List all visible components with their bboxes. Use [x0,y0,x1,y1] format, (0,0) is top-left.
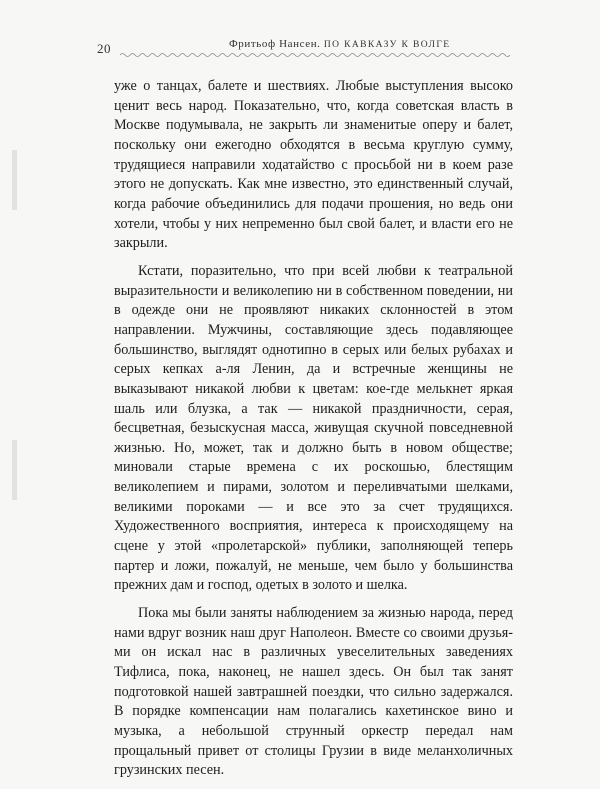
page-number: 20 [97,41,111,56]
running-head [229,38,450,50]
body-text [114,77,513,789]
running-head-author: Фритьоф Нансен. [229,38,321,50]
paragraph-2: Кстати, поразительно, что при всей любви к театральной выразительности и великолепию ни в собственном поведении, ни в одежде они не проявляют никаких склонностей в этом направлении. Мужчины, составляющие здесь подавляющее большинство, выглядят однотипно в серых или белых рубахах и серых кепках а-ля Ленин, да и встречные женщины не выказывают никакой любви к цветам: кое-где мелькнет яркая шаль или блузка, а так — никакой праздничности, серая, бесцветная, безыскусная масса, живущая скучной повседневной жизнью. Но, может, так и должно быть в новом обществе; миновали старые времена с их роскошью, блестящим великолепием и пирами, золотом и переливчатыми шелками, великими пороками — и все это за счет трудящихся. Художественного восприятия, интереса к происходящему на сцене у этой «пролетарской» публики, заполняющей теперь партер и ложи, пожалуй, не меньше, чем было у большинства прежних дам и господ, одетых в золото и шелка. [114,262,513,594]
running-head-title: ПО КАВКАЗУ К ВОЛГЕ [323,40,451,50]
edge-shadow [12,440,17,500]
paragraph-1: уже о танцах, балете и шествиях. Любые выступления высоко ценит весь народ. Показательно, что, когда советская власть в Москве подумывала, не закрыть ли знаменитые оперу и балет, поскольку они ежегодно обходятся в весьма круглую сумму, трудящиеся направили ходатайство с просьбой ни в коем разе этого не допускать. Как мне известно, это единственный случай, когда рабочие объединились для подачи прошения, но ведь они хотели, чтобы у них непременно был свой балет, и власти его не закрыли. [114,78,513,252]
paragraph-3: Пока мы были заняты наблюдением за жизнью народа, перед нами вдруг возник наш друг Наполеон. Вместе со своими друзьями он искал нас в различных увеселительных заведениях Тифлиса, пока, наконец, не нашел здесь. Он был так занят подготовкой нашей завтрашней поездки, что сильно задержался. В порядке компенсации нам полагались кахетинское вино и музыка, а небольшой струнный оркестр передал нам прощальный привет от столицы Грузии в виде меланхоличных грузинских песен. [114,605,513,779]
wavy-header-rule [120,52,510,58]
edge-shadow [12,150,17,210]
